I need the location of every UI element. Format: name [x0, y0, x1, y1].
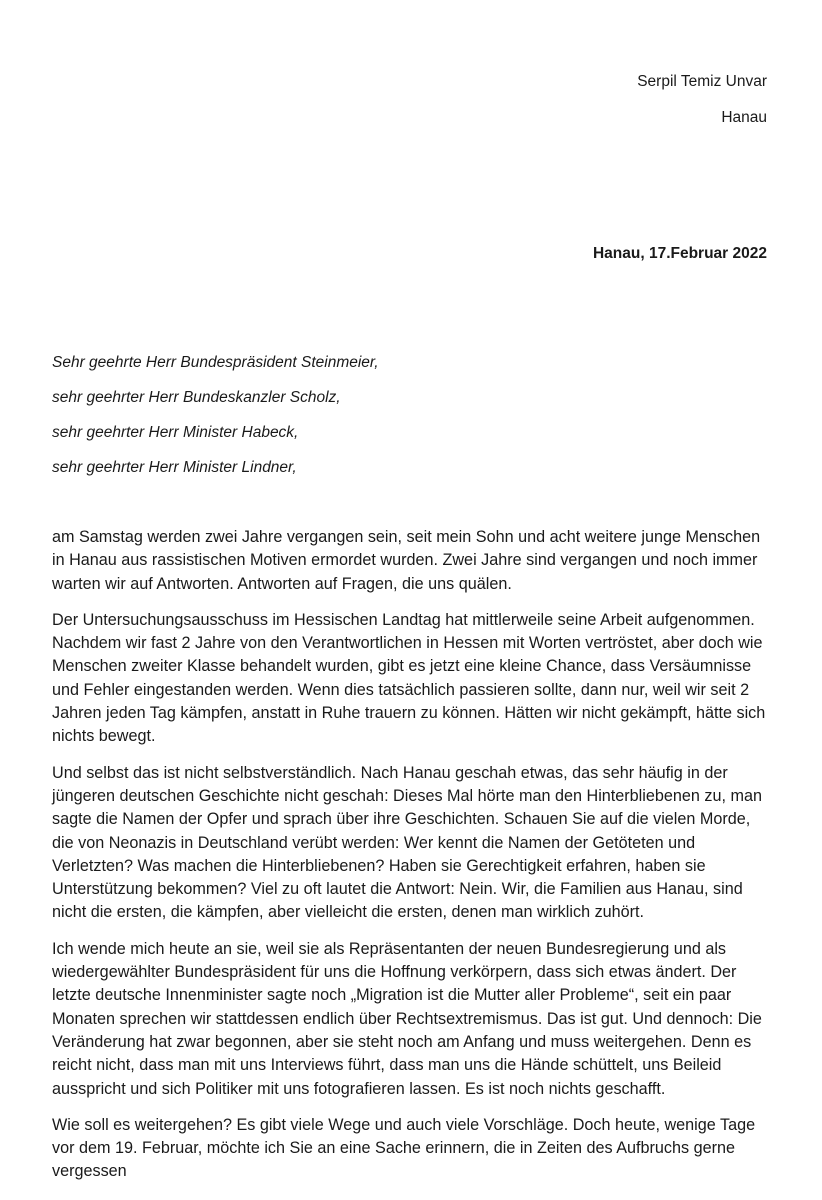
body-paragraph: Wie soll es weitergehen? Es gibt viele Wege und auch viele Vorschläge. Doch heute, wenige Tage vor dem 19. Februar, möchte ich Sie an eine Sache erinnern, die in Zeiten des Aufbruchs gerne vergessen	[52, 1115, 756, 1181]
sender-city: Hanau	[721, 109, 767, 126]
sender-block	[637, 64, 767, 136]
salutation-line: sehr geehrter Herr Minister Lindner,	[52, 459, 297, 476]
salutation-block	[52, 349, 772, 489]
sender-name: Serpil Temiz Unvar	[637, 73, 767, 90]
salutation-line: Sehr geehrte Herr Bundespräsident Steinmeier,	[52, 354, 379, 371]
salutation-line: sehr geehrter Herr Minister Habeck,	[52, 424, 299, 441]
body-paragraph: am Samstag werden zwei Jahre vergangen sein, seit mein Sohn und acht weitere junge Menschen in Hanau aus rassistischen Motiven ermordet wurden. Zwei Jahre sind vergangen und noch immer warten wir auf Antworten. Antworten auf Fragen, die uns quälen.	[52, 528, 761, 593]
body-paragraph: Der Untersuchungsausschuss im Hessischen Landtag hat mittlerweile seine Arbeit aufgenommen. Nachdem wir fast 2 Jahre von den Verantwortlichen in Hessen mit Worten vertröstet, aber doch wie Menschen zweiter Klasse behandelt wurden, gibt es jetzt eine kleine Chance, dass Versäumnisse und Fehler eingestanden werden. Wenn dies tatsächlich passieren sollte, dann nur, weil wir seit 2 Jahren jeden Tag kämpfen, anstatt in Ruhe trauern zu können. Hätten wir nicht gekämpft, hätte sich nichts bewegt.	[52, 610, 766, 746]
salutation-line: sehr geehrter Herr Bundeskanzler Scholz,	[52, 389, 341, 406]
letter-body	[52, 526, 774, 1197]
body-paragraph: Ich wende mich heute an sie, weil sie als Repräsentanten der neuen Bundesregierung und als wiedergewählter Bundespräsident für uns die Hoffnung verkörpern, dass sich etwas ändert. Der letzte deutsche Innenminister sagte noch „Migration ist die Mutter aller Probleme“, seit ein paar Monaten sprechen wir stattdessen endlich über Rechtsextremismus. Das ist gut. Und dennoch: Die Veränderung hat zwar begonnen, aber sie steht noch am Anfang und muss weitergehen. Denn es reicht nicht, dass man mit uns Interviews führt, dass man uns die Hände schüttelt, uns Beileid ausspricht und sich Politiker mit uns fotografieren lassen. Es ist noch nichts geschafft.	[52, 939, 762, 1098]
date-line: Hanau, 17.Februar 2022	[592, 245, 767, 262]
body-paragraph: Und selbst das ist nicht selbstverständlich. Nach Hanau geschah etwas, das sehr häufig in der jüngeren deutschen Geschichte nicht geschah: Dieses Mal hörte man den Hinterbliebenen zu, man sagte die Namen der Opfer und sprach über ihre Geschichten. Schauen Sie auf die vielen Morde, die von Neonazis in Deutschland verübt werden: Wer kennt die Namen der Getöteten und Verletzten? Was machen die Hinterbliebenen? Haben sie Gerechtigkeit erfahren, haben sie Unterstützung bekommen? Viel zu oft lautet die Antwort: Nein. Wir, die Familien aus Hanau, sind nicht die ersten, die kämpfen, aber vielleicht die ersten, denen man wirklich zuhört.	[52, 763, 762, 922]
